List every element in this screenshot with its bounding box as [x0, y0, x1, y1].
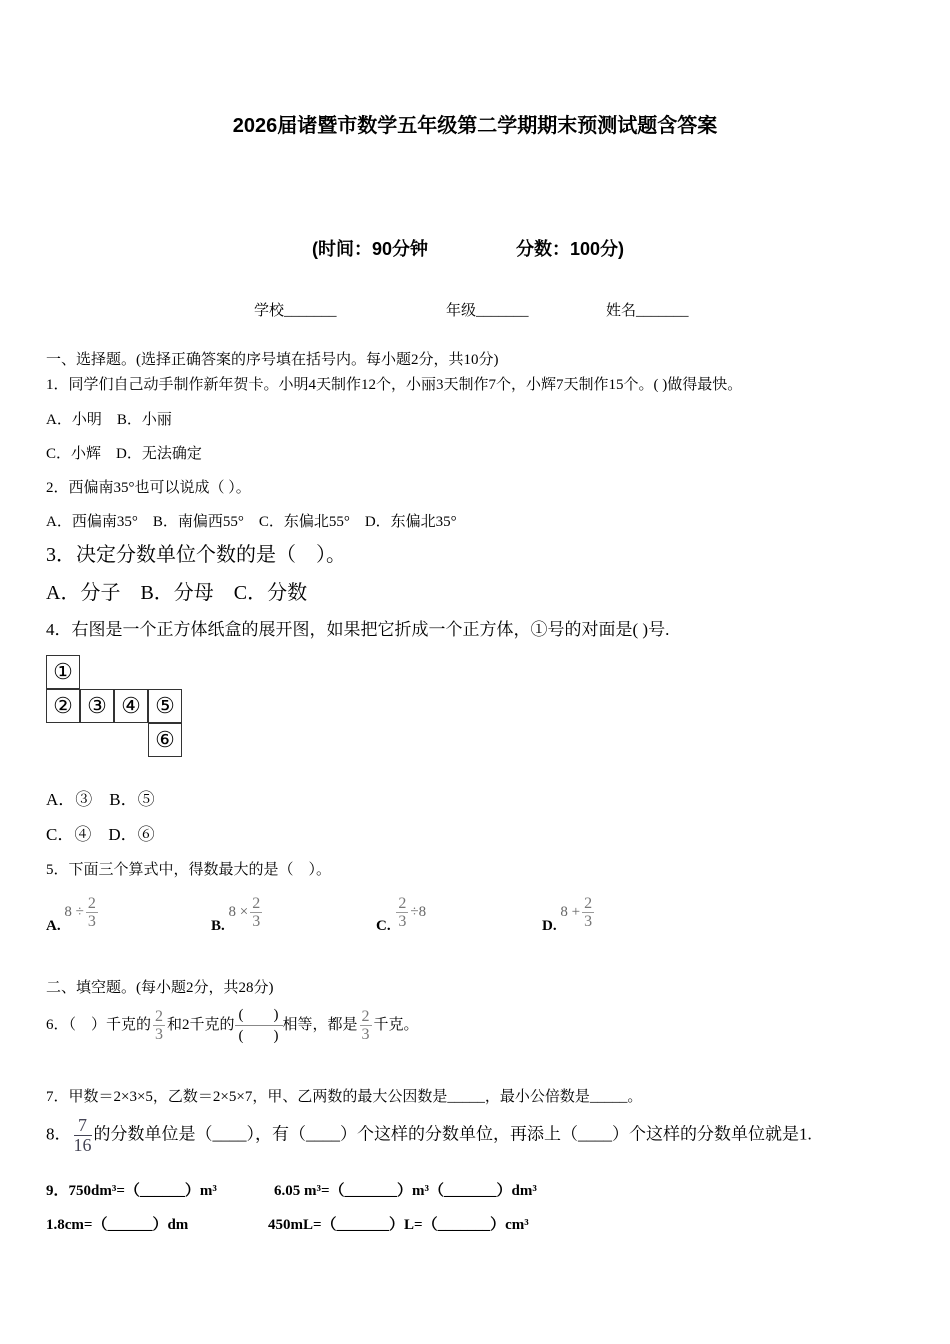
- question-2: 2．西偏南35°也可以说成（ ）。: [46, 480, 251, 496]
- q9-line1a: 9．750dm³=（______）m³: [46, 1183, 217, 1199]
- q1-options-ab: A．小明 B．小丽: [46, 412, 172, 428]
- question-5: 5．下面三个算式中，得数最大的是（ ）。: [46, 862, 332, 878]
- q5-option-c: C. $\frac{2}{3}$ ÷8: [376, 895, 427, 934]
- q3-options: A．分子 B．分母 C．分数: [46, 582, 308, 604]
- q5-option-d: D. 8 + $\frac{2}{3}$: [542, 895, 593, 934]
- question-4: 4．右图是一个正方体纸盒的展开图，如果把它折成一个正方体，①号的对面是( )号.: [46, 620, 670, 639]
- section1-heading: 一、选择题。(选择正确答案的序号填在括号内。每小题2分，共10分): [46, 352, 499, 368]
- net-cell-5: ⑤: [148, 689, 182, 723]
- q9-line2b: 450mL=（_______）L=（_______）cm³: [268, 1217, 529, 1233]
- grade-field: 年级_______: [446, 303, 529, 319]
- q4-options-cd: C．④ D．⑥: [46, 825, 155, 844]
- exam-score: 分数：100分): [516, 239, 625, 259]
- net-cell-2: ②: [46, 689, 80, 723]
- question-1: 1．同学们自己动手制作新年贺卡。小明4天制作12个，小丽3天制作7个，小辉7天制作15个。( )做得最快。: [46, 377, 743, 393]
- question-6: 6．（ ）千克的 $\frac{2}{3}$ 和2千克的 ( ) ( ) 相等，都是 $\frac{2}{3}$ 千克。: [46, 1007, 419, 1044]
- q1-options-cd: C．小辉 D．无法确定: [46, 446, 202, 462]
- exam-time: (时间：90分钟: [312, 239, 429, 259]
- question-7: 7．甲数＝2×3×5，乙数＝2×5×7，甲、乙两数的最大公因数是_____，最小公倍数是_____。: [46, 1089, 643, 1105]
- question-8: 8． $\frac{7}{16}$ 的分数单位是（____），有（____）个这样的分数单位，再添上（____）个这样的分数单位就是1.: [46, 1115, 812, 1155]
- school-field: 学校_______: [254, 303, 337, 319]
- document-title: 2026届诸暨市数学五年级第二学期期末预测试题含答案: [232, 115, 718, 137]
- net-cell-4: ④: [114, 689, 148, 723]
- net-cell-6: ⑥: [148, 723, 182, 757]
- q2-options: A．西偏南35° B．南偏西55° C．东偏北55° D．东偏北35°: [46, 514, 457, 530]
- net-cell-1: ①: [46, 655, 80, 689]
- section2-heading: 二、填空题。(每小题2分，共28分): [46, 980, 274, 996]
- net-cell-3: ③: [80, 689, 114, 723]
- q5-option-b: B. 8 × $\frac{2}{3}$: [211, 895, 261, 934]
- question-3: 3．决定分数单位个数的是（ ）。: [46, 544, 346, 566]
- q9-line2a: 1.8cm=（______）dm: [46, 1217, 189, 1233]
- q5-option-a: A. 8 ÷ $\frac{2}{3}$: [46, 895, 96, 934]
- q4-options-ab: A．③ B．⑤: [46, 790, 155, 809]
- q9-line1b: 6.05 m³=（_______）m³（_______）dm³: [274, 1183, 537, 1199]
- name-field: 姓名_______: [606, 303, 689, 319]
